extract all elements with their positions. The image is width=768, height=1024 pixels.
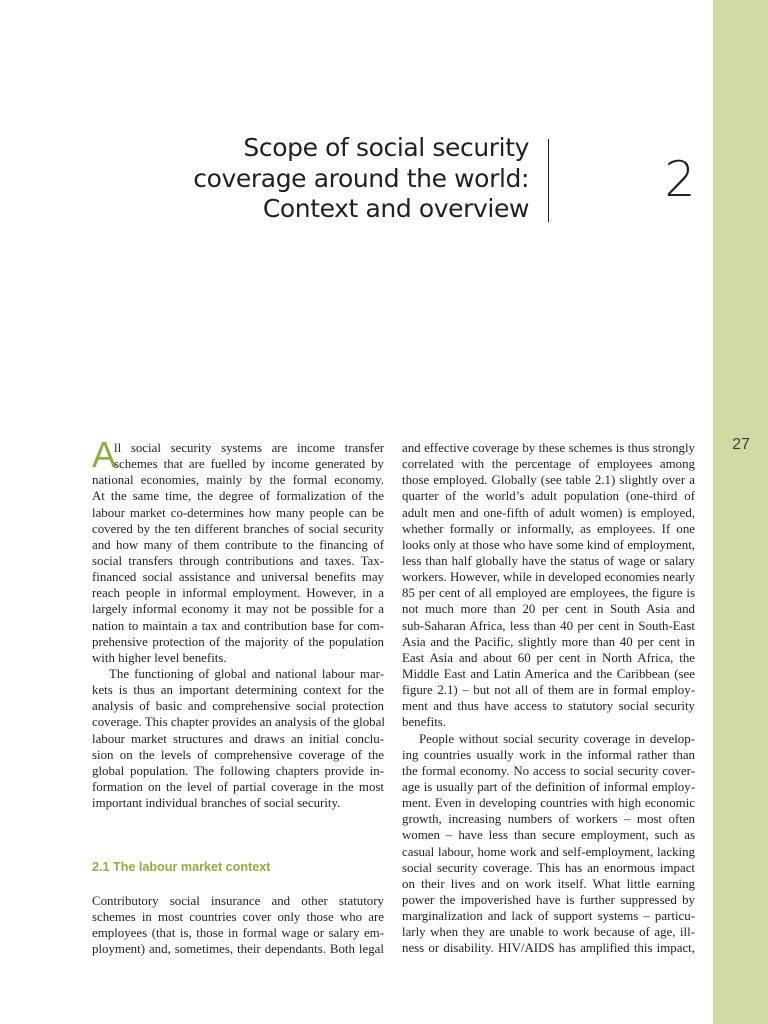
text-line: schemes in most countries cover only those who are: [92, 910, 384, 925]
chapter-number: 2: [664, 151, 696, 208]
text-line: not much more than 20 per cent in South Asia and: [402, 602, 695, 617]
text-line: People without social security coverage in develop-: [419, 731, 695, 746]
text-line: labour market structures and draws an initial conclu-: [92, 731, 384, 746]
text-line: prehensive protection of the majority of the population: [92, 634, 384, 649]
text-line: quarter of the world’s adult population (one-third of: [402, 489, 695, 504]
text-line: sub-Saharan Africa, less than 40 per cent in South-East: [402, 618, 695, 633]
text-line: casual labour, home work and self-employment, lacking: [402, 844, 695, 859]
text-line: on their lives and on work itself. What little earning: [402, 876, 695, 891]
text-line: benefits.: [402, 715, 447, 730]
text-line: largely informal economy it may not be possible for a: [92, 602, 384, 617]
chapter-title-line: coverage around the world:: [193, 163, 529, 193]
text-line: analysis of basic and comprehensive social protection: [92, 699, 384, 714]
text-line: social security coverage. This has an enormous impact: [402, 860, 695, 875]
text-line: ment and thus have access to statutory social security: [402, 699, 695, 714]
text-line: less than half globally have the status of wage or salary: [402, 553, 695, 568]
text-line: covered by the ten different branches of social security: [92, 521, 384, 536]
text-line: whether formally or informally, as employees. If one: [402, 521, 695, 536]
text-line: women – have less than secure employment, such as: [402, 828, 695, 843]
text-line: coverage. This chapter provides an analysis of the global: [92, 715, 385, 730]
right-column-text: [402, 440, 695, 957]
text-line: with higher level benefits.: [92, 650, 227, 665]
text-line: Contributory social insurance and other statutory: [92, 894, 384, 908]
text-line: ness or disability. HIV/AIDS has amplified this impact,: [402, 941, 695, 956]
text-line: figure 2.1) – but not all of them are in formal employ-: [402, 683, 695, 698]
text-line: financed social assistance and universal benefits may: [92, 570, 384, 585]
text-line: marginalization and lack of support systems – particu-: [402, 909, 695, 924]
section-heading: 2.1 The labour market context: [92, 860, 271, 874]
text-line: looks only at those who have some kind of employment,: [402, 537, 695, 552]
text-line: ment. Even in developing countries with high economic: [402, 796, 695, 811]
left-column-section-text: [92, 893, 384, 958]
text-line: Middle East and Latin America and the Caribbean (see: [402, 666, 695, 681]
chapter-side-band: [713, 0, 768, 1024]
text-line: and how many of them contribute to the financing of: [92, 537, 384, 552]
chapter-title: [150, 133, 529, 225]
left-column-intro: [92, 440, 384, 811]
text-line: correlated with the percentage of employees among: [402, 457, 695, 472]
text-line: adult men and one-fifth of adult women) is employed,: [402, 505, 695, 520]
text-line: labour market co-determines how many people can be: [92, 505, 384, 520]
text-line: Asia and the Pacific, slightly more than 40 per cent in: [402, 634, 695, 649]
text-line: global population. The following chapters provide in-: [92, 763, 384, 778]
text-line: important individual branches of social security.: [92, 796, 341, 811]
text-line: national economies, mainly by the formal economy.: [92, 473, 384, 488]
chapter-title-line: Scope of social security: [243, 133, 529, 162]
text-line: nation to maintain a tax and contribution base for com-: [92, 618, 384, 633]
text-line: schemes that are fuelled by income generated by: [114, 457, 384, 472]
text-line: age is usually part of the definition of informal employ-: [402, 779, 695, 794]
text-line: East Asia and about 60 per cent in North Africa, the: [402, 650, 695, 665]
text-line: ll social security systems are income transfer: [114, 441, 384, 455]
page-number: 27: [732, 436, 750, 453]
chapter-title-line: Context and overview: [262, 194, 529, 223]
text-line: workers. However, while in developed economies nearly: [402, 570, 696, 585]
title-divider: [548, 139, 549, 222]
text-line: ployment) and, sometimes, their dependants. Both legal: [92, 942, 384, 957]
text-line: employees (that is, those in formal wage or salary em-: [92, 926, 384, 941]
text-line: and effective coverage by these schemes is thus strongly: [402, 441, 695, 455]
text-line: those employed. Globally (see table 2.1) slightly over a: [402, 473, 695, 488]
text-line: growth, increasing numbers of workers – most often: [402, 812, 695, 827]
text-line: kets is thus an important determining context for the: [92, 683, 384, 698]
text-line: At the same time, the degree of formalization of the: [92, 489, 384, 504]
text-line: sion on the levels of comprehensive coverage of the: [92, 747, 384, 762]
text-line: formation on the level of partial coverage in the most: [92, 779, 384, 794]
text-line: reach people in informal employment. However, in a: [92, 586, 384, 601]
text-line: power the impoverished have is further suppressed by: [402, 892, 695, 907]
text-line: larly when they are unable to work because of age, ill-: [402, 925, 695, 940]
text-line: 85 per cent of all employed are employees, the figure is: [402, 586, 695, 601]
drop-cap: A: [92, 434, 117, 475]
text-line: the formal economy. No access to social security cover-: [402, 763, 695, 778]
text-line: social transfers through contributions and taxes. Tax-: [92, 553, 384, 568]
text-line: The functioning of global and national labour mar-: [109, 666, 384, 681]
text-line: ing countries usually work in the informal rather than: [402, 747, 695, 762]
